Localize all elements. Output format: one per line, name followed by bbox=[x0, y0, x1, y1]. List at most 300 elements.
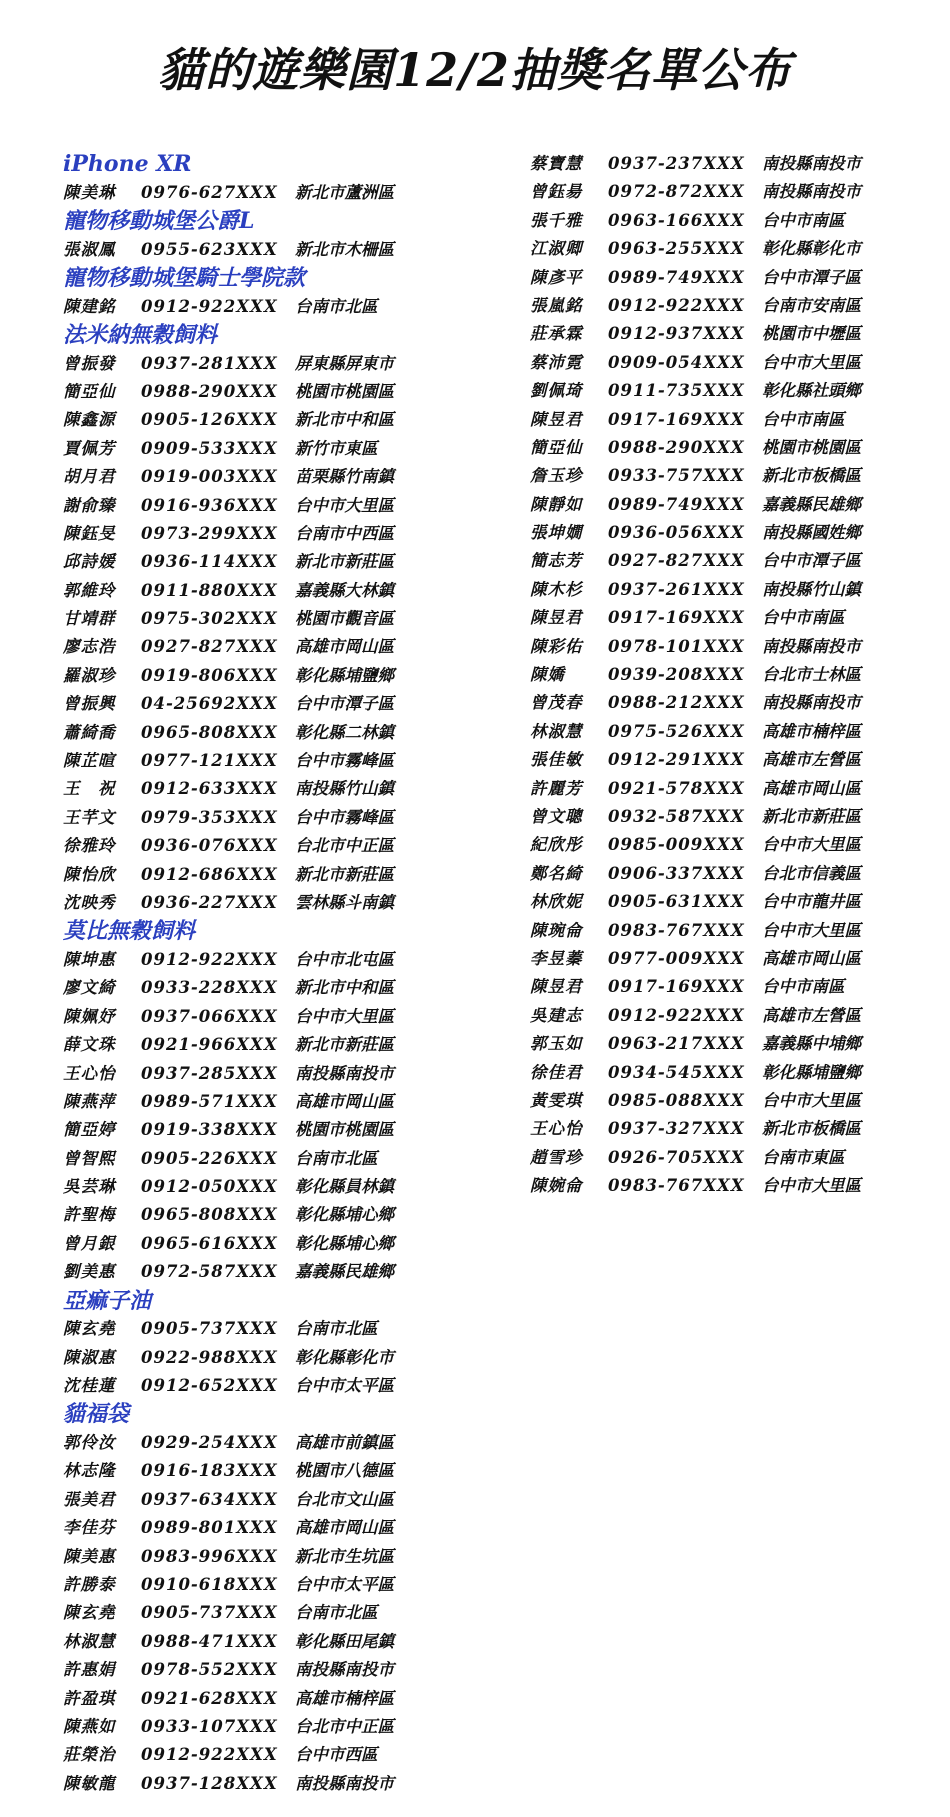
winner-city: 台中市大里區 bbox=[762, 1090, 861, 1110]
winner-city: 台中市潭子區 bbox=[762, 267, 861, 287]
winner-row bbox=[63, 577, 483, 605]
winner-name: 張美君 bbox=[63, 1489, 116, 1509]
winner-phone: 0922-988XXX bbox=[141, 1347, 278, 1367]
winner-city: 彰化縣埔心鄉 bbox=[295, 1233, 394, 1253]
winner-phone: 0985-009XXX bbox=[608, 835, 745, 855]
winner-name: 曾文聰 bbox=[530, 806, 583, 826]
winner-phone: 0972-587XXX bbox=[141, 1262, 278, 1282]
prize-heading: 亞痲子油 bbox=[63, 1287, 152, 1314]
winner-phone: 0919-003XXX bbox=[141, 467, 278, 487]
winner-phone: 0939-208XXX bbox=[608, 665, 745, 685]
winner-city: 南投縣南投市 bbox=[295, 1063, 394, 1083]
winner-city: 台中市南區 bbox=[762, 210, 845, 230]
winner-city: 新北市板橋區 bbox=[762, 466, 861, 486]
winner-name: 劉美惠 bbox=[63, 1262, 116, 1282]
winner-name: 許惠娟 bbox=[63, 1660, 116, 1680]
winner-phone: 0936-114XXX bbox=[141, 552, 278, 572]
winner-row bbox=[530, 491, 930, 519]
winner-row bbox=[530, 150, 930, 178]
winner-row bbox=[530, 235, 930, 263]
winner-name: 王心怡 bbox=[63, 1063, 116, 1083]
winner-row bbox=[530, 462, 930, 490]
winner-phone: 0936-056XXX bbox=[608, 523, 745, 543]
winner-city: 新北市中和區 bbox=[295, 978, 394, 998]
winner-phone: 0936-076XXX bbox=[141, 836, 278, 856]
winner-name: 林淑慧 bbox=[63, 1631, 116, 1651]
winner-name: 吳建志 bbox=[530, 1005, 583, 1025]
winners-column-right bbox=[530, 150, 930, 1200]
winner-row bbox=[530, 1115, 930, 1143]
winner-city: 台中市霧峰區 bbox=[295, 751, 394, 771]
winner-name: 陳昱君 bbox=[530, 977, 583, 997]
winner-row bbox=[63, 804, 483, 832]
winner-row bbox=[63, 974, 483, 1002]
winner-phone: 0916-183XXX bbox=[141, 1461, 278, 1481]
winner-city: 台中市潭子區 bbox=[295, 694, 394, 714]
winner-phone: 0933-228XXX bbox=[141, 978, 278, 998]
winner-name: 胡月君 bbox=[63, 467, 116, 487]
winner-phone: 0989-801XXX bbox=[141, 1518, 278, 1538]
winner-row bbox=[63, 1713, 483, 1741]
winner-name: 曾茂春 bbox=[530, 693, 583, 713]
winner-city: 彰化縣埔心鄉 bbox=[295, 1205, 394, 1225]
winner-name: 簡志芳 bbox=[530, 551, 583, 571]
winner-phone: 0955-623XXX bbox=[141, 239, 278, 259]
winner-name: 陳淑惠 bbox=[63, 1347, 116, 1367]
winner-name: 張千雅 bbox=[530, 210, 583, 230]
winner-phone: 0983-996XXX bbox=[141, 1546, 278, 1566]
winner-phone: 0933-757XXX bbox=[608, 466, 745, 486]
winner-row bbox=[63, 548, 483, 576]
winner-phone: 0912-291XXX bbox=[608, 750, 745, 770]
winner-name: 鄭名綺 bbox=[530, 863, 583, 883]
winner-name: 陳彥平 bbox=[530, 267, 583, 287]
winner-phone: 0921-628XXX bbox=[141, 1688, 278, 1708]
winner-phone: 04-25692XXX bbox=[141, 694, 278, 714]
winner-row bbox=[530, 860, 930, 888]
winner-city: 台中市大里區 bbox=[762, 835, 861, 855]
winner-row bbox=[63, 662, 483, 690]
winner-row bbox=[63, 690, 483, 718]
winner-row bbox=[530, 661, 930, 689]
winner-name: 莊榮治 bbox=[63, 1745, 116, 1765]
winner-phone: 0917-169XXX bbox=[608, 608, 745, 628]
winner-city: 台南市北區 bbox=[295, 1319, 378, 1339]
winner-city: 台中市太平區 bbox=[295, 1376, 394, 1396]
winner-name: 甘靖群 bbox=[63, 609, 116, 629]
winner-phone: 0983-767XXX bbox=[608, 1176, 745, 1196]
winner-city: 台北市中正區 bbox=[295, 836, 394, 856]
winner-name: 李佳芬 bbox=[63, 1518, 116, 1538]
winner-row bbox=[530, 1030, 930, 1058]
winner-row bbox=[530, 1144, 930, 1172]
winner-phone: 0927-827XXX bbox=[608, 551, 745, 571]
winner-city: 高雄市楠梓區 bbox=[295, 1688, 394, 1708]
winner-name: 簡亞仙 bbox=[530, 437, 583, 457]
winner-row bbox=[63, 293, 483, 321]
winner-city: 南投縣南投市 bbox=[762, 636, 861, 656]
winner-row bbox=[530, 917, 930, 945]
winner-row bbox=[63, 236, 483, 264]
winner-city: 新竹市東區 bbox=[295, 438, 378, 458]
winner-name: 曾智熙 bbox=[63, 1148, 116, 1168]
winner-phone: 0905-226XXX bbox=[141, 1148, 278, 1168]
winner-row bbox=[63, 435, 483, 463]
winner-city: 新北市板橋區 bbox=[762, 1119, 861, 1139]
winner-city: 屏東縣屏東市 bbox=[295, 353, 394, 373]
winner-name: 陳昱君 bbox=[530, 608, 583, 628]
winner-name: 蔡沛霓 bbox=[530, 352, 583, 372]
winner-phone: 0989-749XXX bbox=[608, 267, 745, 287]
winner-row bbox=[530, 973, 930, 1001]
winner-name: 陳燕萍 bbox=[63, 1091, 116, 1111]
winner-phone: 0988-471XXX bbox=[141, 1631, 278, 1651]
winner-city: 彰化縣二林鎮 bbox=[295, 722, 394, 742]
winner-name: 王芊文 bbox=[63, 807, 116, 827]
winner-name: 江淑卿 bbox=[530, 239, 583, 259]
winner-phone: 0989-749XXX bbox=[608, 494, 745, 514]
winner-phone: 0975-302XXX bbox=[141, 609, 278, 629]
winner-name: 陳彩佑 bbox=[530, 636, 583, 656]
winner-phone: 0937-066XXX bbox=[141, 1006, 278, 1026]
winner-name: 陳琬侖 bbox=[530, 920, 583, 940]
winner-phone: 0972-872XXX bbox=[608, 182, 745, 202]
winner-name: 陳姵妤 bbox=[63, 1006, 116, 1026]
winner-row bbox=[63, 1486, 483, 1514]
winner-name: 陳玄堯 bbox=[63, 1603, 116, 1623]
winner-city: 台北市士林區 bbox=[762, 665, 861, 685]
winner-row bbox=[530, 1002, 930, 1030]
winner-phone: 0912-686XXX bbox=[141, 864, 278, 884]
winner-city: 嘉義縣大林鎮 bbox=[295, 580, 394, 600]
winner-phone: 0973-299XXX bbox=[141, 523, 278, 543]
winner-phone: 0937-285XXX bbox=[141, 1063, 278, 1083]
winner-city: 南投縣南投市 bbox=[295, 1773, 394, 1793]
winner-phone: 0989-571XXX bbox=[141, 1091, 278, 1111]
winner-name: 曾振發 bbox=[63, 353, 116, 373]
winner-name: 蕭綺喬 bbox=[63, 722, 116, 742]
winner-name: 陳婉侖 bbox=[530, 1176, 583, 1196]
winner-row bbox=[63, 1258, 483, 1286]
winner-name: 陳燕如 bbox=[63, 1716, 116, 1736]
winner-name: 黃雯琪 bbox=[530, 1090, 583, 1110]
winner-phone: 0933-107XXX bbox=[141, 1716, 278, 1736]
winner-name: 郭維玲 bbox=[63, 580, 116, 600]
winner-phone: 0916-936XXX bbox=[141, 495, 278, 515]
winner-row bbox=[530, 434, 930, 462]
winner-name: 王心怡 bbox=[530, 1119, 583, 1139]
winner-phone: 0910-618XXX bbox=[141, 1574, 278, 1594]
winner-phone: 0905-631XXX bbox=[608, 892, 745, 912]
winner-phone: 0937-634XXX bbox=[141, 1489, 278, 1509]
winner-phone: 0921-578XXX bbox=[608, 778, 745, 798]
winner-phone: 0906-337XXX bbox=[608, 863, 745, 883]
winner-row bbox=[63, 1315, 483, 1343]
winner-phone: 0912-050XXX bbox=[141, 1177, 278, 1197]
winner-name: 曾月銀 bbox=[63, 1233, 116, 1253]
winner-phone: 0985-088XXX bbox=[608, 1090, 745, 1110]
winner-phone: 0963-166XXX bbox=[608, 210, 745, 230]
winner-row bbox=[63, 775, 483, 803]
winner-row bbox=[63, 406, 483, 434]
winner-city: 台中市南區 bbox=[762, 977, 845, 997]
winner-row bbox=[63, 492, 483, 520]
winner-name: 陳嬌 bbox=[530, 665, 565, 685]
winner-name: 張嵐銘 bbox=[530, 295, 583, 315]
winner-city: 台中市西區 bbox=[295, 1745, 378, 1765]
winner-phone: 0965-808XXX bbox=[141, 1205, 278, 1225]
winner-row bbox=[63, 1599, 483, 1627]
winner-row bbox=[530, 292, 930, 320]
winner-city: 彰化縣埔鹽鄉 bbox=[762, 1062, 861, 1082]
winner-phone: 0978-101XXX bbox=[608, 636, 745, 656]
winner-city: 桃園市觀音區 bbox=[295, 609, 394, 629]
winner-phone: 0912-922XXX bbox=[141, 949, 278, 969]
winner-phone: 0919-806XXX bbox=[141, 665, 278, 685]
winner-row bbox=[530, 320, 930, 348]
winner-phone: 0929-254XXX bbox=[141, 1433, 278, 1452]
winner-name: 陳玄堯 bbox=[63, 1319, 116, 1339]
winner-row bbox=[530, 803, 930, 831]
winner-name: 王 祝 bbox=[63, 779, 116, 799]
winner-name: 許盈琪 bbox=[63, 1688, 116, 1708]
winner-row bbox=[63, 378, 483, 406]
winner-name: 曾振興 bbox=[63, 694, 116, 714]
winner-city: 台中市大里區 bbox=[762, 1176, 861, 1196]
winner-phone: 0911-735XXX bbox=[608, 381, 745, 401]
winner-row bbox=[63, 1656, 483, 1684]
winner-name: 許聖梅 bbox=[63, 1205, 116, 1225]
winner-row bbox=[63, 1628, 483, 1656]
winner-city: 台中市大里區 bbox=[295, 495, 394, 515]
winner-name: 劉佩琦 bbox=[530, 381, 583, 401]
winner-row bbox=[63, 1088, 483, 1116]
winner-phone: 0988-290XXX bbox=[141, 381, 278, 401]
winner-row bbox=[530, 945, 930, 973]
winner-name: 沈桂蓮 bbox=[63, 1376, 116, 1396]
winner-row bbox=[63, 1514, 483, 1542]
winner-name: 林淑慧 bbox=[530, 721, 583, 741]
winner-city: 台南市安南區 bbox=[762, 295, 861, 315]
winner-name: 邱詩媛 bbox=[63, 552, 116, 572]
winner-city: 彰化縣社頭鄉 bbox=[762, 381, 861, 401]
winner-row bbox=[63, 861, 483, 889]
winner-row bbox=[63, 350, 483, 378]
winner-city: 台中市大里區 bbox=[762, 352, 861, 372]
winner-city: 高雄市岡山區 bbox=[762, 948, 861, 968]
winner-phone: 0977-121XXX bbox=[141, 751, 278, 771]
winner-city: 南投縣南投市 bbox=[762, 182, 861, 202]
winner-city: 台中市潭子區 bbox=[762, 551, 861, 571]
prize-heading: 寵物移動城堡騎士學院款 bbox=[63, 264, 306, 291]
winner-row bbox=[63, 1344, 483, 1372]
winner-phone: 0912-937XXX bbox=[608, 324, 745, 344]
winner-phone: 0937-261XXX bbox=[608, 579, 745, 599]
winner-name: 許勝泰 bbox=[63, 1574, 116, 1594]
winner-phone: 0917-169XXX bbox=[608, 977, 745, 997]
winner-city: 高雄市前鎮區 bbox=[295, 1433, 394, 1452]
winner-name: 陳芷暄 bbox=[63, 751, 116, 771]
winner-city: 高雄市岡山區 bbox=[295, 1518, 394, 1538]
winner-city: 南投縣竹山鎮 bbox=[762, 579, 861, 599]
winner-city: 台南市中西區 bbox=[295, 523, 394, 543]
winner-row bbox=[63, 1372, 483, 1400]
winner-name: 廖志浩 bbox=[63, 637, 116, 657]
winner-row bbox=[63, 1201, 483, 1229]
winner-row bbox=[530, 264, 930, 292]
winner-city: 高雄市岡山區 bbox=[295, 1091, 394, 1111]
winner-row bbox=[63, 889, 483, 917]
winner-name: 徐雅玲 bbox=[63, 836, 116, 856]
winner-phone: 0909-054XXX bbox=[608, 352, 745, 372]
winner-phone: 0977-009XXX bbox=[608, 948, 745, 968]
winner-phone: 0937-327XXX bbox=[608, 1119, 745, 1139]
winner-city: 台中市大里區 bbox=[295, 1006, 394, 1026]
winner-phone: 0975-526XXX bbox=[608, 721, 745, 741]
winner-name: 張淑鳳 bbox=[63, 239, 116, 259]
winner-city: 彰化縣員林鎮 bbox=[295, 1177, 394, 1197]
winner-phone: 0912-922XXX bbox=[608, 295, 745, 315]
winner-city: 新北市新莊區 bbox=[295, 864, 394, 884]
winners-column-left bbox=[63, 150, 483, 1798]
winner-name: 陳美琳 bbox=[63, 182, 116, 202]
winner-row bbox=[530, 1059, 930, 1087]
winner-name: 陳鈺旻 bbox=[63, 523, 116, 543]
winner-city: 台中市太平區 bbox=[295, 1574, 394, 1594]
winner-phone: 0988-212XXX bbox=[608, 693, 745, 713]
winner-row bbox=[530, 689, 930, 717]
winner-row bbox=[63, 1173, 483, 1201]
prize-heading: 貓福袋 bbox=[63, 1401, 130, 1428]
winner-city: 新北市木柵區 bbox=[295, 239, 394, 259]
winner-name: 陳敏龍 bbox=[63, 1773, 116, 1793]
winner-phone: 0937-281XXX bbox=[141, 353, 278, 373]
winner-name: 陳怡欣 bbox=[63, 864, 116, 884]
winner-city: 台北市信義區 bbox=[762, 863, 861, 883]
winner-phone: 0911-880XXX bbox=[141, 580, 278, 600]
winner-name: 郭玉如 bbox=[530, 1034, 583, 1054]
winner-phone: 0905-737XXX bbox=[141, 1319, 278, 1339]
winner-city: 台南市北區 bbox=[295, 1603, 378, 1623]
winner-city: 台中市霧峰區 bbox=[295, 807, 394, 827]
winner-name: 徐佳君 bbox=[530, 1062, 583, 1082]
winner-name: 謝俞臻 bbox=[63, 495, 116, 515]
winner-row bbox=[530, 1172, 930, 1200]
winner-phone: 0912-922XXX bbox=[141, 296, 278, 316]
winner-name: 簡亞婷 bbox=[63, 1120, 116, 1140]
winner-row bbox=[63, 832, 483, 860]
winner-city: 新北市新莊區 bbox=[295, 552, 394, 572]
winner-phone: 0965-616XXX bbox=[141, 1233, 278, 1253]
winner-city: 高雄市左營區 bbox=[762, 750, 861, 770]
winner-city: 台北市文山區 bbox=[295, 1489, 394, 1509]
winner-city: 新北市生坑區 bbox=[295, 1546, 394, 1566]
prize-heading: 寵物移動城堡公爵L bbox=[63, 207, 255, 234]
winner-row bbox=[530, 207, 930, 235]
winner-row bbox=[530, 746, 930, 774]
winner-name: 許麗芳 bbox=[530, 778, 583, 798]
winner-city: 台南市北區 bbox=[295, 1148, 378, 1168]
winner-row bbox=[530, 604, 930, 632]
winner-row bbox=[63, 605, 483, 633]
winner-row bbox=[63, 747, 483, 775]
winner-name: 趙雪珍 bbox=[530, 1147, 583, 1167]
winner-name: 李昱蓁 bbox=[530, 948, 583, 968]
winner-row bbox=[530, 775, 930, 803]
winner-city: 桃園市中壢區 bbox=[762, 324, 861, 344]
winner-phone: 0917-169XXX bbox=[608, 409, 745, 429]
winner-city: 台中市南區 bbox=[762, 608, 845, 628]
winner-row bbox=[530, 178, 930, 206]
winner-city: 台中市北屯區 bbox=[295, 949, 394, 969]
winner-city: 嘉義縣民雄鄉 bbox=[762, 494, 861, 514]
winner-city: 彰化縣田尾鎮 bbox=[295, 1631, 394, 1651]
winner-row bbox=[63, 1031, 483, 1059]
winner-city: 高雄市楠梓區 bbox=[762, 721, 861, 741]
winner-row bbox=[63, 1571, 483, 1599]
winner-row bbox=[63, 1145, 483, 1173]
winner-phone: 0919-338XXX bbox=[141, 1120, 278, 1140]
winner-city: 雲林縣斗南鎮 bbox=[295, 892, 394, 912]
winner-phone: 0965-808XXX bbox=[141, 722, 278, 742]
winner-row bbox=[530, 888, 930, 916]
winner-city: 新北市新莊區 bbox=[295, 1035, 394, 1055]
winner-city: 南投縣南投市 bbox=[762, 154, 861, 173]
winner-city: 高雄市岡山區 bbox=[295, 637, 394, 657]
winner-name: 廖文綺 bbox=[63, 978, 116, 998]
winner-name: 陳坤惠 bbox=[63, 949, 116, 969]
winner-phone: 0937-237XXX bbox=[608, 154, 745, 173]
winner-city: 新北市蘆洲區 bbox=[295, 182, 394, 202]
winner-row bbox=[63, 463, 483, 491]
winner-city: 南投縣竹山鎮 bbox=[295, 779, 394, 799]
winner-phone: 0934-545XXX bbox=[608, 1062, 745, 1082]
winner-row bbox=[530, 519, 930, 547]
winner-phone: 0912-633XXX bbox=[141, 779, 278, 799]
winner-row bbox=[63, 1116, 483, 1144]
winner-phone: 0905-126XXX bbox=[141, 410, 278, 430]
winner-phone: 0937-128XXX bbox=[141, 1773, 278, 1793]
winner-city: 台中市大里區 bbox=[762, 920, 861, 940]
winner-city: 嘉義縣民雄鄉 bbox=[295, 1262, 394, 1282]
prize-heading: 莫比無穀飼料 bbox=[63, 918, 196, 945]
winner-name: 莊承霖 bbox=[530, 324, 583, 344]
winner-phone: 0905-737XXX bbox=[141, 1603, 278, 1623]
page-title: 貓的遊樂園12/2抽獎名單公布 bbox=[158, 43, 792, 97]
winner-city: 台南市東區 bbox=[762, 1147, 845, 1167]
winner-city: 南投縣南投市 bbox=[762, 693, 861, 713]
winner-phone: 0979-353XXX bbox=[141, 807, 278, 827]
winner-row bbox=[530, 718, 930, 746]
winner-phone: 0936-227XXX bbox=[141, 892, 278, 912]
winner-row bbox=[63, 1685, 483, 1713]
winner-city: 台中市南區 bbox=[762, 409, 845, 429]
winner-row bbox=[63, 1543, 483, 1571]
prize-heading: iPhone XR bbox=[63, 151, 192, 177]
winner-row bbox=[63, 1003, 483, 1031]
winner-name: 薛文珠 bbox=[63, 1035, 116, 1055]
winner-city: 桃園市八德區 bbox=[295, 1461, 394, 1481]
winner-city: 高雄市岡山區 bbox=[762, 778, 861, 798]
winner-name: 陳鑫源 bbox=[63, 410, 116, 430]
winner-row bbox=[530, 377, 930, 405]
winner-phone: 0926-705XXX bbox=[608, 1147, 745, 1167]
winner-phone: 0912-652XXX bbox=[141, 1376, 278, 1396]
winner-row bbox=[530, 547, 930, 575]
winner-city: 南投縣南投市 bbox=[295, 1660, 394, 1680]
winner-city: 彰化縣彰化市 bbox=[762, 239, 861, 259]
winner-phone: 0909-533XXX bbox=[141, 438, 278, 458]
